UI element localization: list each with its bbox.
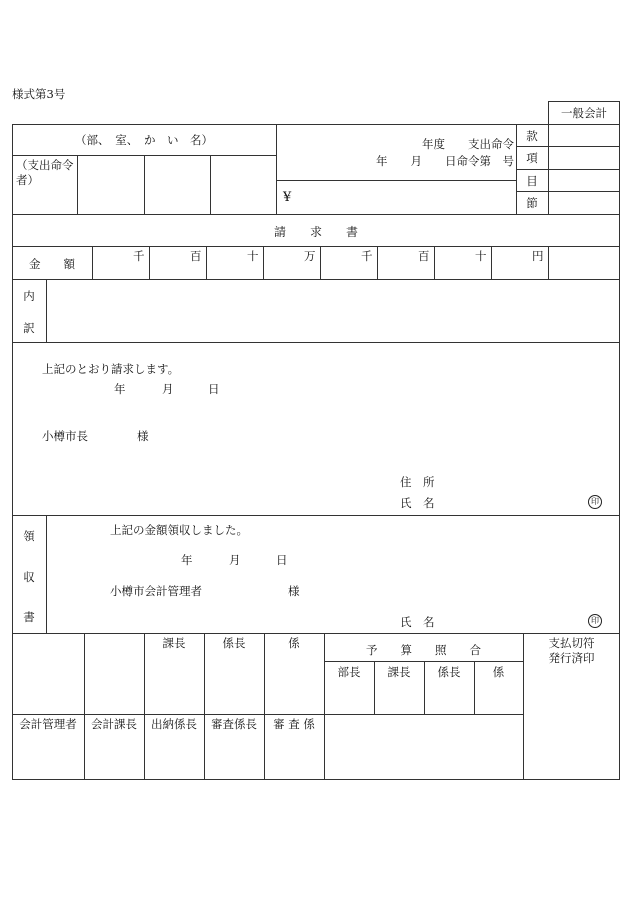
budget-item-moku: 目 (526, 174, 538, 188)
receipt-date-year: 年 (181, 553, 193, 567)
yen-sign: ¥ (283, 190, 292, 205)
form-title: 請 求 書 (273, 225, 358, 239)
budget-item-kou: 項 (526, 151, 538, 165)
account-type: 一般会計 (561, 106, 607, 120)
request-date-month: 月 (162, 382, 174, 396)
receipt-statement: 上記の金額領収しました。 (110, 523, 248, 537)
order-line1: 年度 支出命令 (422, 137, 514, 151)
request-name-label: 氏 名 (400, 496, 435, 510)
role-suitou-kakarichou: 出納係長 (151, 717, 197, 731)
issued-line2: 発行済印 (548, 651, 595, 665)
receipt-side-1: 領 (23, 529, 35, 543)
receipt-seal-icon: 印 (588, 614, 602, 628)
budget-role-buchou: 部長 (337, 665, 361, 679)
role-shinsa-kakari: 審 査 係 (273, 717, 315, 731)
issued-line1: 支払切符 (548, 636, 595, 650)
approval-top-kakarichou: 係長 (222, 636, 246, 650)
order-line2: 年 月 日命令第 号 (376, 154, 514, 168)
unit-man: 万 (304, 249, 316, 263)
approval-top-kakari: 係 (288, 636, 300, 650)
unit-hyaku-1: 百 (190, 249, 202, 263)
breakdown-label-1: 内 (23, 289, 35, 303)
request-honorific: 様 (137, 429, 149, 443)
request-seal-icon: 印 (588, 495, 602, 509)
budget-role-kakarichou: 係長 (437, 665, 461, 679)
request-date-day: 日 (208, 382, 220, 396)
budget-check-header: 予 算 照 合 (366, 643, 481, 657)
budget-item-kan: 款 (526, 129, 538, 143)
form-number: 様式第3号 (12, 87, 66, 101)
receipt-side-2: 収 (23, 570, 35, 584)
role-shinsa-kakarichou: 審査係長 (211, 717, 257, 731)
payer-label: （支出命令者） (16, 158, 74, 187)
receipt-honorific: 様 (288, 584, 300, 598)
unit-sen-2: 千 (361, 249, 373, 263)
address-label: 住 所 (400, 475, 435, 489)
receipt-date-month: 月 (229, 553, 241, 567)
budget-role-kachou: 課長 (387, 665, 411, 679)
receipt-date-day: 日 (276, 553, 288, 567)
role-kaikei-kanrisha: 会計管理者 (19, 717, 77, 731)
breakdown-label-2: 訳 (23, 321, 35, 335)
unit-hyaku-2: 百 (418, 249, 430, 263)
request-statement: 上記のとおり請求します。 (42, 362, 180, 376)
receipt-name-label: 氏 名 (400, 615, 435, 629)
request-date-year: 年 (114, 382, 126, 396)
budget-role-kakari: 係 (492, 665, 505, 679)
receipt-addressee: 小樽市会計管理者 (110, 584, 202, 598)
unit-juu-1: 十 (247, 249, 259, 263)
receipt-side-3: 書 (23, 610, 35, 624)
request-addressee: 小樽市長 (42, 429, 88, 443)
unit-sen-1: 千 (133, 249, 145, 263)
amount-label: 金 額 (29, 257, 75, 271)
dept-label: （部、 室、 か い 名） (75, 133, 213, 147)
role-kaikei-kachou: 会計課長 (91, 717, 137, 731)
unit-juu-2: 十 (475, 249, 487, 263)
budget-item-setsu: 節 (526, 196, 538, 210)
approval-top-kachou: 課長 (162, 636, 186, 650)
unit-yen: 円 (532, 249, 544, 263)
